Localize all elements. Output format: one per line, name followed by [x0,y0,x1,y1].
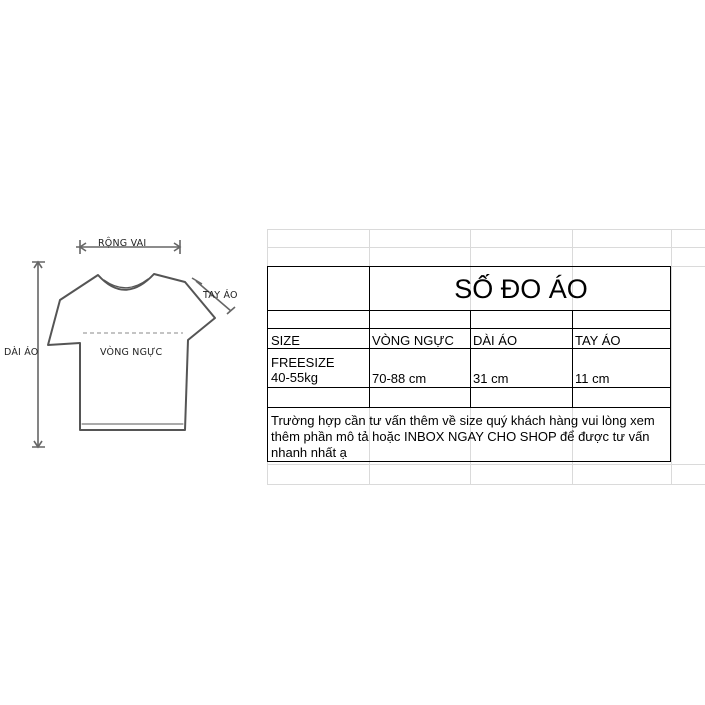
table-title: SỐ ĐO ÁO [454,274,588,304]
shirt-length-label: DÀI ÁO [4,347,39,358]
size-advice-note: Trường hợp cần tư vấn thêm về size quý khách hàng vui lòng xem thêm phần mô tả hoặc INBOX NGAY CHO SHOP để được tư vấn nhanh nhất ạ [271,413,655,460]
length-value: 31 cm [473,371,509,386]
sleeve-length-label: TAY ÁO [203,290,238,301]
header-size: SIZE [271,333,300,348]
shoulder-width-label: RỘNG VAI [98,238,147,249]
size-value-name: FREESIZE [271,355,335,370]
tshirt-size-diagram [0,0,265,705]
size-table [267,266,671,462]
chest-value: 70-88 cm [372,371,427,386]
header-chest: VÒNG NGỰC [372,333,454,348]
header-length: DÀI ÁO [473,333,518,348]
chest-label: VÒNG NGỰC [100,347,163,358]
size-value-weight: 40-55kg [271,370,318,385]
sleeve-value: 11 cm [575,371,610,386]
header-sleeve: TAY ÁO [575,333,621,348]
